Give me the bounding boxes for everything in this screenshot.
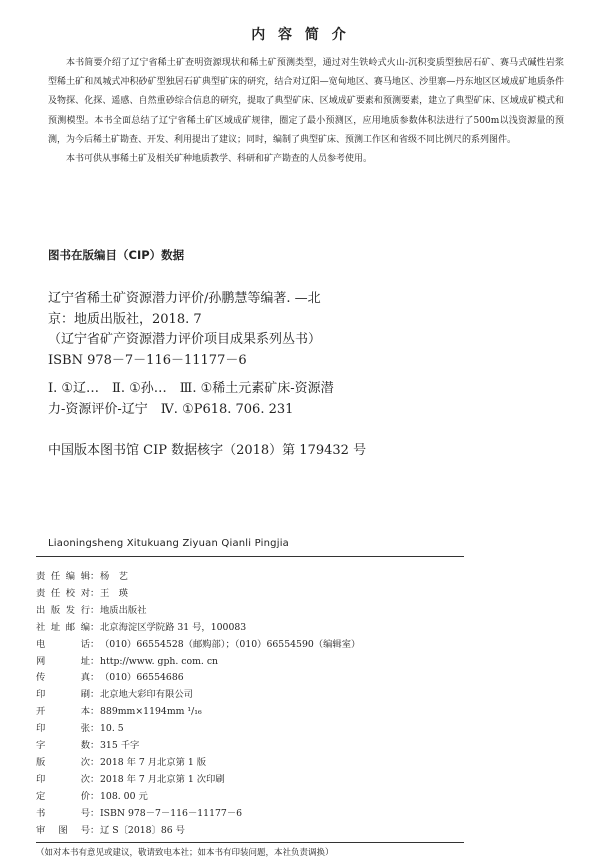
credit-label: 字数 (36, 740, 90, 751)
credit-row: 审图号：辽 S〔2018〕86 号 (36, 823, 185, 839)
summary-paragraph: 本书简要介绍了辽宁省稀土矿查明资源现状和稀土矿预测类型，通过对生铁岭式火山-沉积变质型独居石矿、赛马式碱性岩浆型稀土矿和凤城式冲积砂矿型独居石矿典型矿床的研究，结合对辽阳—宽甸地区、赛马地区、沙里寨—丹东地区区域成矿地质条件及物探、化探、遥感、自然重砂综合信息的研究，提取了典型矿床、区域成矿要素和预测要素，建立了典型矿床、区域成矿模式和预测模型。本书全面总结了辽宁省稀土矿区域成矿规律，圈定了最小预测区，应用地质参数体积法进行了500m以浅资源量的预测，为今后稀土矿勘查、开发、利用提出了建议；同时，编制了典型矿床、预测工作区和省级不同比例尺的系列图件。 (48, 58, 564, 145)
cip-classification (48, 379, 518, 420)
credit-row: 电话：（010）66554528（邮购部）；（010）66554590（编辑室） (36, 637, 360, 653)
cip-record-line: 辽宁省稀土矿资源潜力评价/孙鹏慧等编著. —北 (48, 291, 321, 306)
credit-row: 传真：（010）66554686 (36, 670, 184, 686)
pinyin-title: Liaoningsheng Xitukuang Ziyuan Qianli Pingjia (48, 538, 290, 549)
credit-value: 315 千字 (100, 740, 140, 751)
credit-row: 社址邮编：北京海淀区学院路 31 号，100083 (36, 620, 246, 636)
cip-verification (48, 441, 518, 462)
credit-label: 定价 (36, 790, 90, 802)
cip-classification-line: 力-资源评价-辽宁 Ⅳ. ①P618. 706. 231 (48, 401, 294, 417)
credit-label: 印张 (36, 723, 90, 735)
credit-label: 传真 (36, 672, 90, 684)
cip-record-line: 京：地质出版社，2018. 7 (48, 311, 202, 327)
credit-row: 定价：108. 00 元 (36, 789, 148, 805)
credit-row: 网址：http://www. gph. com. cn (36, 654, 218, 670)
cip-heading: 图书在版编目（CIP）数据 (48, 248, 185, 262)
cip-record-line: （辽宁省矿产资源潜力评价项目成果系列丛书） (48, 332, 322, 347)
credit-label: 电话 (36, 638, 90, 650)
summary-paragraph: 本书可供从事稀土矿及相关矿种地质教学、科研和矿产勘查的人员参考使用。 (66, 154, 373, 165)
credit-value: （010）66554528（邮购部）；（010）66554590（编辑室） (100, 638, 361, 650)
cip-verification-line: 中国版本图书馆 CIP 数据核字（2018）第 179432 号 (48, 443, 367, 458)
credit-label: 网址 (36, 655, 90, 667)
credit-row: 印张：10. 5 (36, 721, 124, 737)
credit-label: 责任编辑 (36, 571, 90, 582)
credit-value: 王 瑛 (100, 587, 128, 599)
credit-value: 北京地大彩印有限公司 (100, 689, 193, 701)
cip-record-line: ISBN 978－7－116－11177－6 (48, 352, 247, 368)
credit-value: 北京海淀区学院路 31 号，100083 (100, 621, 247, 633)
credit-value: 10. 5 (100, 723, 124, 735)
cip-record (48, 289, 518, 371)
divider-top (36, 556, 464, 557)
credit-value: 地质出版社 (100, 604, 147, 616)
credit-value: 108. 00 元 (100, 790, 148, 802)
credit-value: ISBN 978－7－116－11177－6 (100, 807, 243, 819)
credit-label: 审图号 (36, 824, 90, 836)
credit-label: 出版发行 (36, 604, 90, 616)
summary-title: 内 容 简 介 (251, 27, 350, 43)
credit-value: 2018 年 7 月北京第 1 版 (100, 756, 207, 768)
credit-value: 杨 艺 (100, 571, 128, 582)
credit-label: 责任校对 (36, 587, 90, 599)
credit-label: 印刷 (36, 689, 90, 701)
cip-classification-line: Ⅰ. ①辽… Ⅱ. ①孙… Ⅲ. ①稀土元素矿床-资源潜 (48, 381, 334, 396)
credit-value: 2018 年 7 月北京第 1 次印刷 (100, 773, 225, 785)
footnote: （如对本书有意见或建议，敬请致电本社；如本书有印装问题，本社负责调换） (36, 848, 334, 858)
credit-row: 书号：ISBN 978－7－116－11177－6 (36, 806, 242, 822)
credit-label: 社址邮编 (36, 621, 90, 633)
credit-label: 版次 (36, 756, 90, 768)
credit-row: 开本：889mm×1194mm ¹/₁₆ (36, 704, 202, 720)
credit-value: 辽 S〔2018〕86 号 (100, 824, 185, 836)
credit-row: 责任编辑：杨 艺 (36, 569, 128, 585)
credit-row: 出版发行：地质出版社 (36, 603, 147, 619)
credit-row: 版次：2018 年 7 月北京第 1 版 (36, 755, 206, 771)
credit-value: http://www. gph. com. cn (100, 655, 219, 667)
credit-row: 印刷：北京地大彩印有限公司 (36, 687, 193, 703)
credit-label: 开本 (36, 706, 90, 718)
credit-row: 印次：2018 年 7 月北京第 1 次印刷 (36, 772, 225, 788)
credit-row: 字数：315 千字 (36, 738, 139, 754)
credit-label: 书号 (36, 807, 90, 819)
divider-bottom (36, 842, 464, 843)
credit-label: 印次 (36, 773, 90, 785)
summary-section (48, 54, 564, 169)
credit-value: 889mm×1194mm ¹/₁₆ (100, 706, 202, 718)
credit-row: 责任校对：王 瑛 (36, 586, 128, 602)
credit-value: （010）66554686 (100, 672, 184, 684)
